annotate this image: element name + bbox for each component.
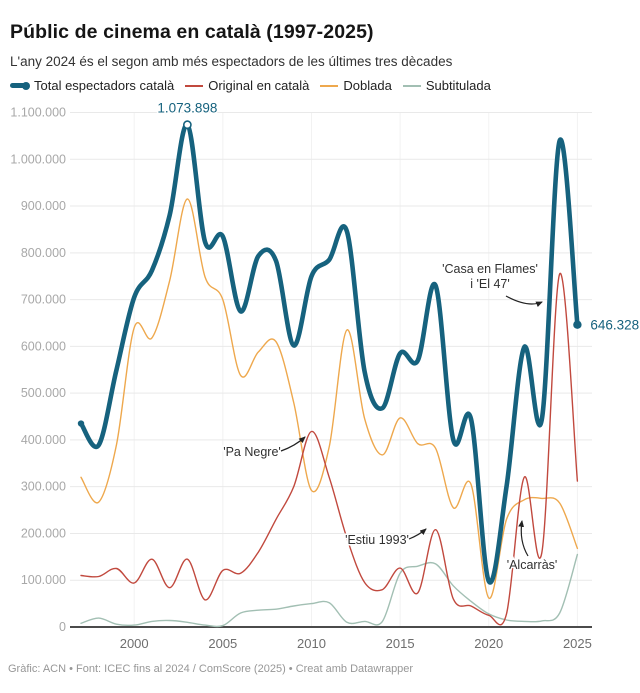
point-markers <box>78 101 639 427</box>
data-point-marker <box>573 320 581 328</box>
data-point-marker <box>184 121 191 128</box>
value-annotation: 646.328 <box>590 317 640 333</box>
legend-label: Total espectadors català <box>34 78 175 93</box>
annotation-casa-en-flames: i 'El 47' <box>470 277 510 291</box>
value-annotation: 1.073.898 <box>157 100 218 116</box>
annotation-casa-en-flames: 'Casa en Flames' <box>442 262 538 276</box>
x-tick-label: 2000 <box>119 636 149 651</box>
annotation-pa-negre: 'Pa Negre' <box>223 445 281 459</box>
annotation-arrow-estiu-1993 <box>409 529 426 539</box>
gridlines <box>70 113 592 628</box>
annotation-estiu-1993: 'Estiu 1993' <box>345 533 409 547</box>
y-tick-label: 700.000 <box>20 292 66 307</box>
data-point-marker <box>78 420 84 426</box>
y-tick-label: 600.000 <box>20 339 66 354</box>
y-tick-label: 200.000 <box>20 526 66 541</box>
legend-label: Original en català <box>208 78 310 93</box>
annotation-arrow-alcarras <box>521 521 528 556</box>
axis-labels <box>10 106 591 652</box>
annotation-alcarras: 'Alcarràs' <box>506 558 558 572</box>
series-line-3 <box>81 555 577 627</box>
chart-subtitle: L'any 2024 és el segon amb més espectadors de les últimes tres dècades <box>10 53 453 69</box>
y-tick-label: 1.100.000 <box>10 105 66 120</box>
x-tick-label: 2005 <box>208 636 238 651</box>
legend-label: Doblada <box>343 78 392 93</box>
y-tick-label: 900.000 <box>20 199 66 214</box>
y-tick-label: 800.000 <box>20 245 66 260</box>
x-tick-label: 2020 <box>474 636 504 651</box>
y-tick-label: 300.000 <box>20 479 66 494</box>
x-tick-label: 2025 <box>562 636 592 651</box>
chart-footer: Gràfic: ACN • Font: ICEC fins al 2024 / ComScore (2025) • Creat amb Datawrapper <box>8 663 414 675</box>
y-tick-label: 1.000.000 <box>10 152 66 167</box>
y-tick-label: 0 <box>59 620 66 634</box>
series-line-0 <box>81 125 577 583</box>
y-tick-label: 500.000 <box>20 386 66 401</box>
y-tick-label: 100.000 <box>20 573 66 588</box>
x-tick-label: 2015 <box>385 636 415 651</box>
x-tick-label: 2010 <box>297 636 326 651</box>
legend-label: Subtitulada <box>425 78 491 93</box>
chart-title: Públic de cinema en català (1997-2025) <box>10 21 374 44</box>
y-tick-label: 400.000 <box>20 432 66 447</box>
